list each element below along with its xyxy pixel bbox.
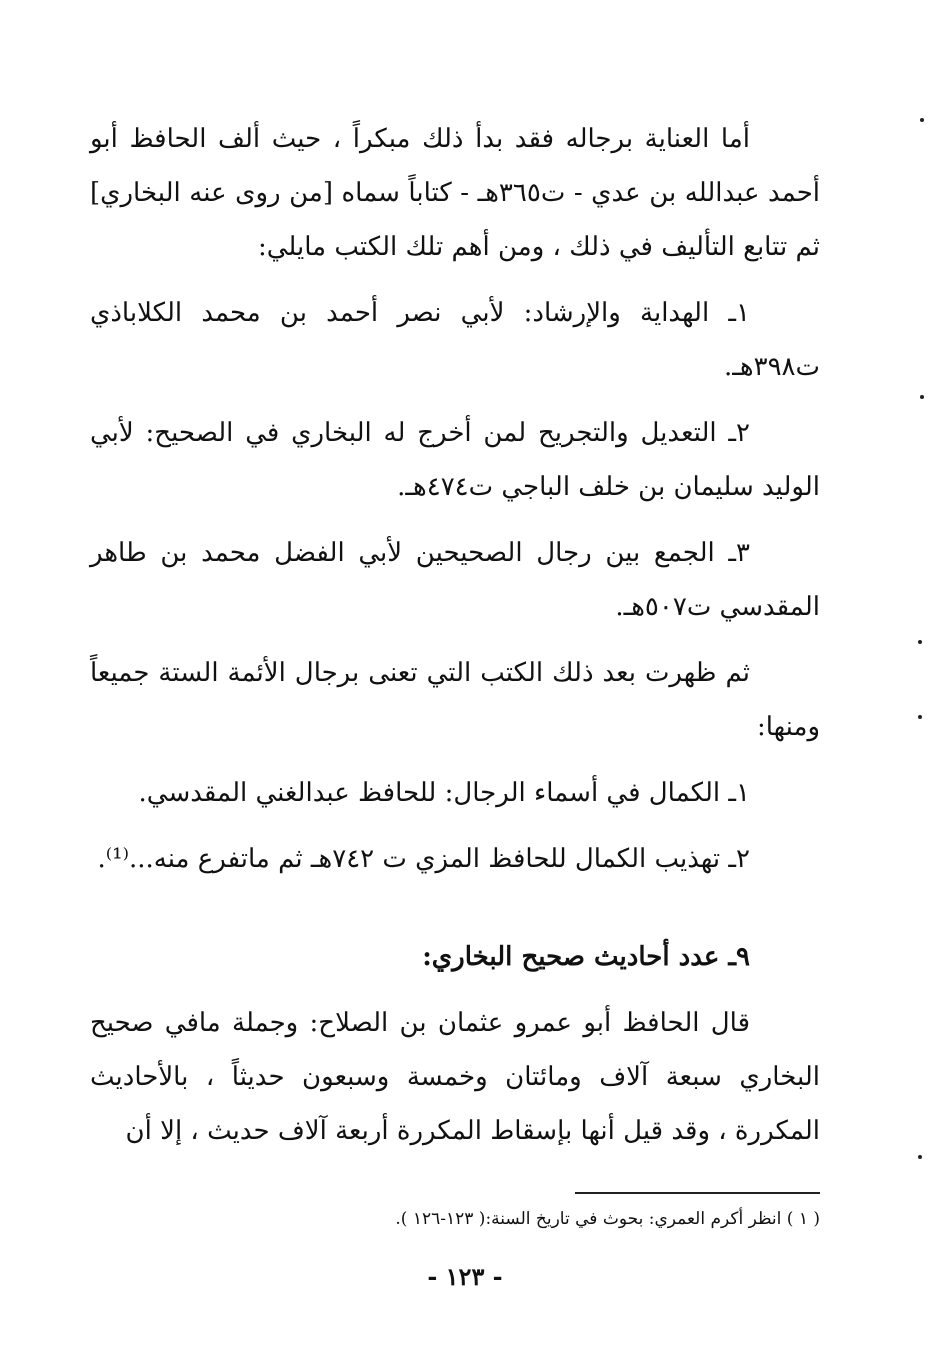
list1-item-3: ٣ـ الجمع بين رجال الصحيحين لأبي الفضل محمد بن طاهر المقدسي ت٥٠٧هـ. [90,538,820,622]
margin-mark [918,715,922,719]
footnote: ( ١ ) انظر أكرم العمري: بحوث في تاريخ السنة:( ١٢٣-١٢٦ ). [395,1209,820,1229]
section-text-block [90,996,820,1158]
footnote-divider [575,1192,820,1194]
list1-item-1: ١ـ الهداية والإرشاد: لأبي نصر أحمد بن محمد الكلاباذي ت٣٩٨هـ. [90,298,820,382]
intro-paragraph: أما العناية برجاله فقد بدأ ذلك مبكراً ، حيث ألف الحافظ أبو أحمد عبدالله بن عدي - ت٣٦٥هـ - كتاباً سماه [من روى عنه البخاري] ثم تتابع التأليف في ذلك ، ومن أهم تلك الكتب مايلي: [90,124,820,262]
list1-item-2: ٢ـ التعديل والتجريح لمن أخرج له البخاري في الصحيح: لأبي الوليد سليمان بن خلف الباجي ت٤٧٤هـ. [90,418,820,502]
margin-mark [920,118,924,122]
section-paragraph: قال الحافظ أبو عمرو عثمان بن الصلاح: وجملة مافي صحيح البخاري سبعة آلاف ومائتان وخمسة وسبعون حديثاً ، بالأحاديث المكررة ، وقد قيل أنها بإسقاط المكررة أربعة آلاف حديث ، إلا أن [90,1008,820,1146]
list2-item-1: ١ـ الكمال في أسماء الرجال: للحافظ عبدالغني المقدسي. [138,778,750,808]
list2-item-2: ٢ـ تهذيب الكمال للحافظ المزي ت ٧٤٢هـ ثم ماتفرع منه...⁽¹⁾. [97,844,750,874]
margin-mark [918,640,922,644]
margin-mark [920,395,924,399]
transition-paragraph: ثم ظهرت بعد ذلك الكتب التي تعنى برجال الأئمة الستة جميعاً ومنها: [90,658,820,742]
section-heading: ٩ـ عدد أحاديث صحيح البخاري: [422,942,750,972]
main-text-block [90,112,820,898]
page-number: - ١٢٣ - [427,1262,503,1291]
margin-mark [918,1155,922,1159]
